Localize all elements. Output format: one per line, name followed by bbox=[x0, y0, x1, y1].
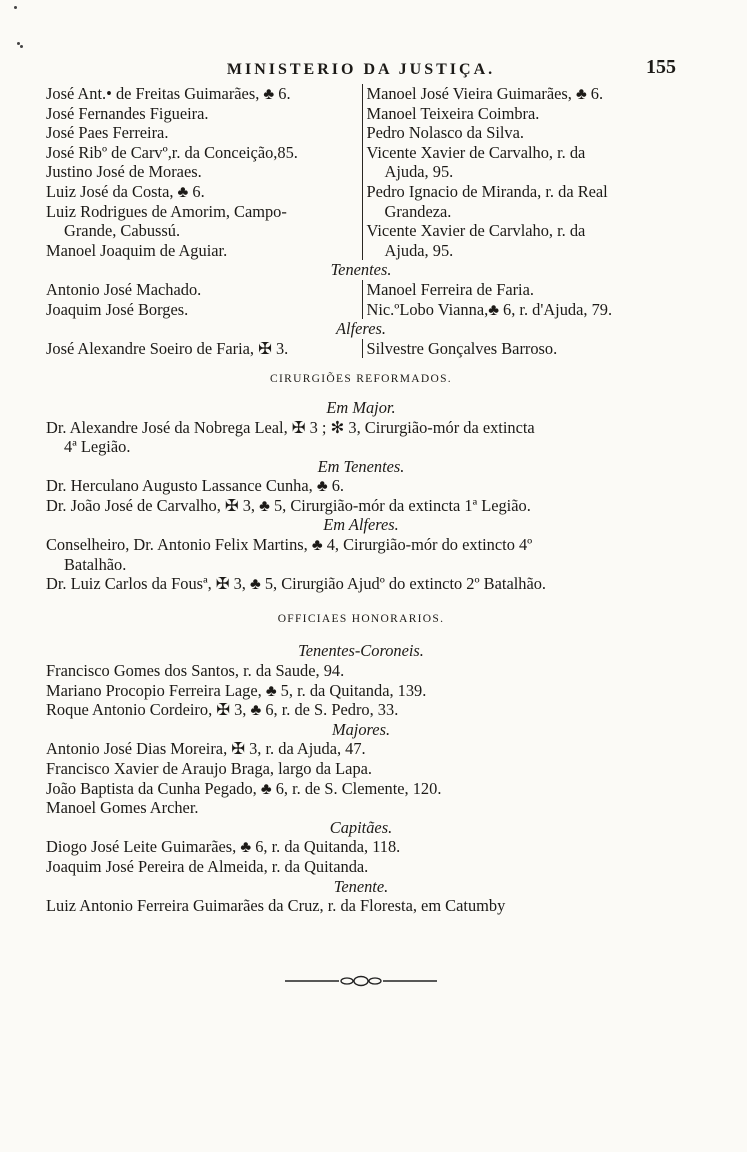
list-item-continuation: Grandeza. bbox=[384, 201, 452, 221]
page-number: 155 bbox=[646, 56, 676, 78]
list-item-continuation: Ajuda, 95. bbox=[384, 240, 454, 260]
alferes-heading: Alferes. bbox=[336, 319, 386, 339]
list-item: Dr. João José de Carvalho, ✠ 3, ♣ 5, Cirurgião-mór da extincta 1ª Legião. bbox=[46, 495, 531, 515]
list-item: Mariano Procopio Ferreira Lage, ♣ 5, r. da Quitanda, 139. bbox=[46, 680, 427, 700]
list-item: Nic.ºLobo Vianna,♣ 6, r. d'Ajuda, 79. bbox=[366, 299, 613, 319]
page-content bbox=[46, 58, 676, 988]
list-item-continuation: Ajuda, 95. bbox=[384, 162, 454, 182]
tenente-heading: Tenente. bbox=[333, 876, 389, 896]
list-item: Manoel José Vieira Guimarães, ♣ 6. bbox=[366, 84, 604, 103]
list-item: José Ant.• de Freitas Guimarães, ♣ 6. bbox=[46, 84, 291, 103]
list-item: Manoel Gomes Archer. bbox=[46, 798, 199, 818]
list-item: Vicente Xavier de Carvalho, r. da bbox=[366, 142, 586, 162]
section-1-left-column bbox=[46, 84, 362, 260]
list-item: Joaquim José Borges. bbox=[46, 299, 189, 319]
list-item: Pedro Nolasco da Silva. bbox=[366, 123, 525, 143]
cirurgioes-heading: CIRURGIÕES REFORMADOS. bbox=[270, 373, 452, 386]
list-item: Luiz José da Costa, ♣ 6. bbox=[46, 181, 205, 201]
list-item: Luiz Antonio Ferreira Guimarães da Cruz, r. da Floresta, em Catumby bbox=[46, 896, 506, 916]
list-item: Manoel Joaquim de Aguiar. bbox=[46, 240, 228, 260]
list-item-continuation: Batalhão. bbox=[64, 554, 127, 574]
list-item: Dr. Herculano Augusto Lassance Cunha, ♣ 6. bbox=[46, 476, 344, 496]
page-title: MINISTERIO DA JUSTIÇA. bbox=[226, 61, 496, 78]
end-ornament-icon bbox=[46, 974, 676, 988]
alferes-right-column bbox=[362, 339, 677, 359]
em-major-heading: Em Major. bbox=[326, 397, 396, 417]
list-item: Conselheiro, Dr. Antonio Felix Martins, ♣ 4, Cirurgião-mór do extincto 4º bbox=[46, 535, 533, 555]
page-header bbox=[46, 58, 676, 84]
alferes-left-column bbox=[46, 339, 362, 359]
list-item: Francisco Gomes dos Santos, r. da Saude, 94. bbox=[46, 661, 345, 681]
list-item: Pedro Ignacio de Miranda, r. da Real bbox=[366, 181, 608, 201]
list-item: Antonio José Dias Moreira, ✠ 3, r. da Ajuda, 47. bbox=[46, 739, 366, 759]
list-item: José Fernandes Figueira. bbox=[46, 103, 209, 123]
list-item: Justino José de Moraes. bbox=[46, 162, 202, 182]
list-item: Manoel Teixeira Coimbra. bbox=[366, 103, 540, 123]
list-item: José Ribº de Carvº,r. da Conceição,85. bbox=[46, 142, 298, 162]
section-1-right-column bbox=[362, 84, 677, 260]
list-item: José Paes Ferreira. bbox=[46, 123, 169, 143]
list-item: Dr. Luiz Carlos da Fousª, ✠ 3, ♣ 5, Cirurgião Ajudº do extincto 2º Batalhão. bbox=[46, 574, 547, 594]
list-item: Manoel Ferreira de Faria. bbox=[366, 279, 534, 299]
honorarios-heading: OFFICIAES HONORARIOS. bbox=[277, 612, 445, 625]
list-item: Dr. Alexandre José da Nobrega Leal, ✠ 3 ; ✻ 3, Cirurgião-mór da extincta bbox=[46, 417, 535, 437]
list-item: João Baptista da Cunha Pegado, ♣ 6, r. de S. Clemente, 120. bbox=[46, 778, 442, 798]
list-item: Vicente Xavier de Carvlaho, r. da bbox=[366, 221, 586, 241]
list-item: Roque Antonio Cordeiro, ✠ 3, ♣ 6, r. de S. Pedro, 33. bbox=[46, 700, 399, 720]
list-item: Francisco Xavier de Araujo Braga, largo da Lapa. bbox=[46, 759, 373, 778]
list-item: Joaquim José Pereira de Almeida, r. da Quitanda. bbox=[46, 856, 369, 876]
em-tenentes-heading: Em Tenentes. bbox=[317, 456, 405, 476]
tenentes-coroneis-heading: Tenentes-Coroneis. bbox=[298, 641, 424, 661]
em-alferes-heading: Em Alferes. bbox=[323, 515, 399, 535]
list-item: Silvestre Gonçalves Barroso. bbox=[366, 338, 558, 358]
tenentes-heading: Tenentes. bbox=[330, 260, 392, 280]
tenentes-right-column bbox=[362, 280, 677, 319]
list-item-continuation: Grande, Cabussú. bbox=[64, 221, 181, 241]
list-item: Luiz Rodrigues de Amorim, Campo- bbox=[46, 201, 287, 221]
tenentes-section bbox=[46, 280, 676, 319]
alferes-section bbox=[46, 339, 676, 359]
section-1 bbox=[46, 84, 676, 260]
majores-heading: Majores. bbox=[331, 719, 391, 739]
list-item: Antonio José Machado. bbox=[46, 279, 202, 299]
list-item-continuation: 4ª Legião. bbox=[64, 437, 131, 457]
capitaes-heading: Capitães. bbox=[329, 817, 393, 837]
tenentes-left-column bbox=[46, 280, 362, 319]
list-item: Diogo José Leite Guimarães, ♣ 6, r. da Quitanda, 118. bbox=[46, 837, 401, 857]
list-item: José Alexandre Soeiro de Faria, ✠ 3. bbox=[46, 338, 289, 358]
